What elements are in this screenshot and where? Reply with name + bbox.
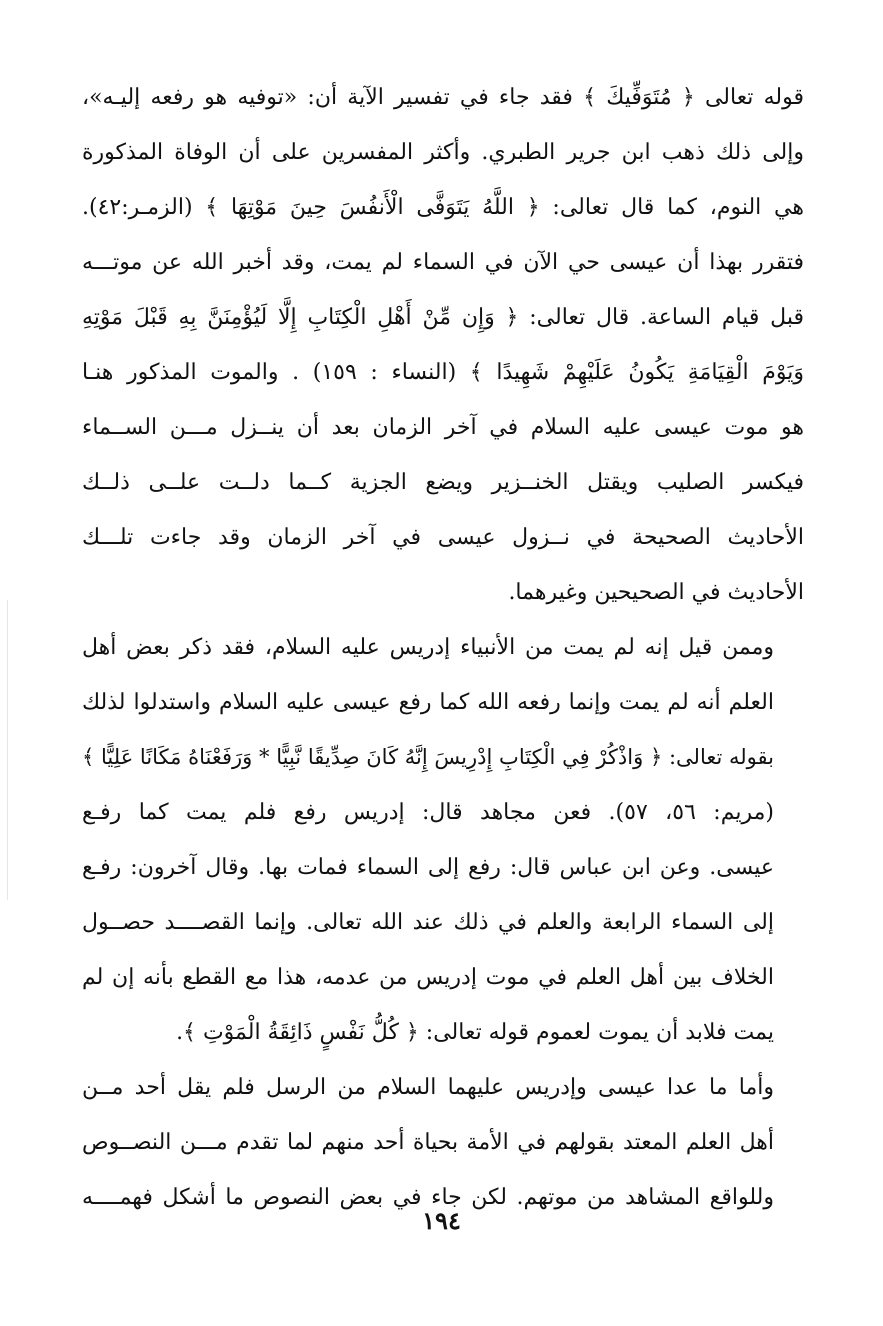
text-line: قوله تعالى ﴿ مُتَوَفِّيكَ ﴾ فقد جاء في تفسير الآية أن: «توفيه هو رفعه إليـه»،: [82, 85, 804, 110]
page-edge-line: [7, 600, 8, 900]
text-line: العلم أنه لم يمت وإنما رفعه الله كما رفع عيسى عليه السلام واستدلوا لذلك: [82, 690, 774, 715]
text-line: يمت فلابد أن يموت لعموم قوله تعالى: ﴿ كُلُّ نَفْسٍ ذَائِقَةُ الْمَوْتِ ﴾.: [176, 1020, 774, 1045]
text-line: وَيَوْمَ الْقِيَامَةِ يَكُونُ عَلَيْهِمْ شَهِيدًا ﴾ (النساء : ١٥٩) . والموت المذكور هنـا: [82, 360, 804, 385]
text-line: الخلاف بين أهل العلم في موت إدريس من عدمه، هذا مع القطع بأنه إن لم: [82, 965, 774, 990]
paragraph-3: [82, 1060, 804, 1225]
text-line: إلى السماء الرابعة والعلم في ذلك عند الله تعالى. وإنما القصــــد حصــول: [82, 910, 774, 935]
text-line: أهل العلم المعتد بقولهم في الأمة بحياة أحد منهم لما تقدم مـــن النصــوص: [82, 1130, 774, 1155]
text-line: وللواقع المشاهد من موتهم. لكن جاء في بعض النصوص ما أشكل فهمــــه: [82, 1185, 774, 1210]
text-line: هي النوم، كما قال تعالى: ﴿ اللَّهُ يَتَوَفَّى الْأَنفُسَ حِينَ مَوْتِهَا ﴾ (الزمـر:٤٢).: [82, 195, 804, 220]
body-text: [82, 70, 804, 1225]
text-line: بقوله تعالى: ﴿ وَاذْكُرْ فِي الْكِتَابِ إِدْرِيسَ إِنَّهُ كَانَ صِدِّيقًا نَّبِيًّا * وَرَفَعْنَاهُ مَكَانًا عَلِيًّا ﴾: [82, 745, 774, 769]
page-number: ١٩٤: [422, 1206, 461, 1235]
text-line: فتقرر بهذا أن عيسى حي الآن في السماء لم يمت، وقد أخبر الله عن موتـــه: [82, 250, 804, 275]
text-line: وممن قيل إنه لم يمت من الأنبياء إدريس عليه السلام، فقد ذكر بعض أهل: [82, 635, 774, 660]
text-line: عيسى. وعن ابن عباس قال: رفع إلى السماء فمات بها. وقال آخرون: رفـع: [82, 855, 774, 880]
text-line: قبل قيام الساعة. قال تعالى: ﴿ وَإِن مِّنْ أَهْلِ الْكِتَابِ إِلَّا لَيُؤْمِنَنَّ بِهِ قَبْلَ مَوْتِهِ: [82, 305, 804, 330]
text-line: الأحاديث في الصحيحين وغيرهما.: [508, 580, 804, 605]
text-line: الأحاديث الصحيحة في نــزول عيسى في آخر الزمان وقد جاءت تلـــك: [82, 525, 804, 550]
text-line: (مريم: ٥٦، ٥٧). فعن مجاهد قال: إدريس رفع فلم يمت كما رفـع: [82, 800, 774, 825]
text-line: فيكسر الصليب ويقتل الخنــزير ويضع الجزية كــما دلــت علــى ذلــك: [82, 470, 804, 495]
text-line: وأما ما عدا عيسى وإدريس عليهما السلام من الرسل فلم يقل أحد مــن: [82, 1075, 774, 1100]
paragraph-1: [82, 70, 804, 620]
text-line: وإلى ذلك ذهب ابن جرير الطبري. وأكثر المفسرين على أن الوفاة المذكورة: [82, 140, 804, 165]
text-line: هو موت عيسى عليه السلام في آخر الزمان بعد أن ينــزل مـــن الســماء: [82, 415, 804, 440]
paragraph-2: [82, 620, 804, 1060]
